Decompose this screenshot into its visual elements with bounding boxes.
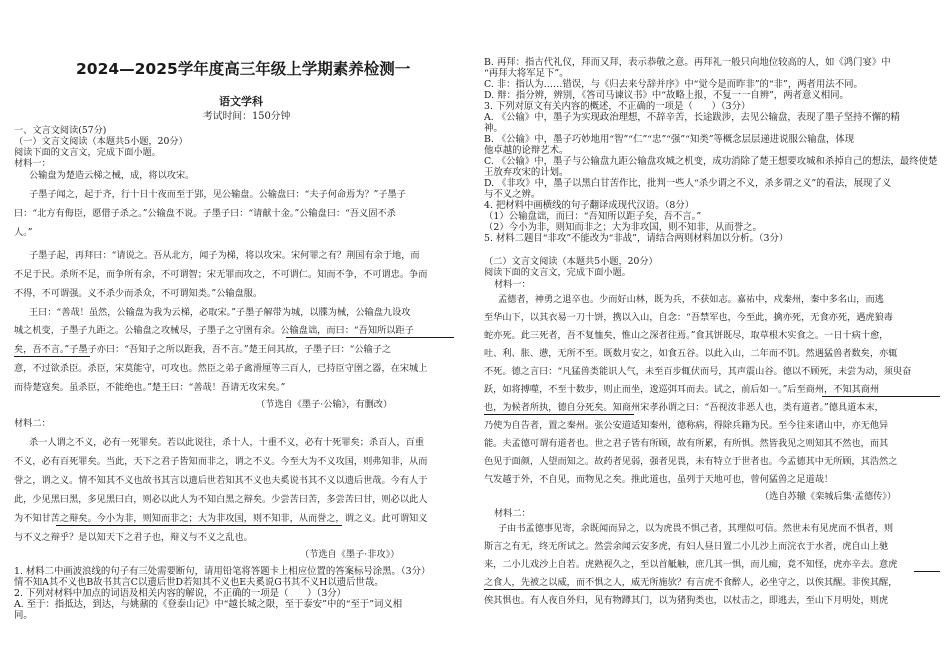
passage-line: 俟其惧也。有人夜自外归，见有物蹲其门，以为猪狗类也，以杖击之，即逃去，至山下月明处，则虎 [484, 595, 889, 606]
passage-line: 也，为候者所执，德自分死矣。知商州宋孝孙谓之曰：“吾视汝非恶人也，类有道者。”德具道本末， [484, 402, 884, 413]
question-3: 3. 下列对原文有关内容的概述，不正确的一项是（ ）（3分） [484, 101, 751, 112]
material-label: 材料二： [14, 418, 51, 429]
material-label: 材料二： [494, 508, 531, 519]
passage-line: 来，二小儿戏沙上自若。虎熟视久之，至以首觝触，庶几其一惧，而儿痴，竟不知怪，虎亦辛去。意虎 [484, 559, 898, 570]
passage-line: 公输盘为楚造云梯之械，成，将以攻宋。 [29, 170, 195, 181]
question-1-sentence: 情不知A其不义也B故书其言C以遗后世D若知其不义也E夫奚说G书其不义H以遗后世哉。 [14, 577, 384, 588]
section-heading: 一、文言文阅读(57分) [14, 125, 107, 136]
underline-right-2 [484, 414, 634, 415]
passage-line: 此，少见黑曰黑，多见黑曰白，则必以此人为不知白黑之辩矣。少尝苦曰苦，多尝苦曰甘，则必以此人 [14, 494, 428, 505]
passage-line: 意，不过欲杀臣。杀臣，宋莫能守，可攻也。然臣之弟子禽滑厘等三百人，已持臣守圉之器，在宋城上 [14, 363, 428, 374]
subsection-heading: （一）文言文阅读（本题共5小题，20分） [14, 136, 188, 147]
question-3-option-d: D. 《非攻》中，墨子以黑白甘苦作比，批判一些人“杀少谓之不义，杀多谓之义”的看法，展现了义 [484, 178, 892, 189]
question-4-part-2: （2）今小为非，则知而非之；大为非攻国，则不知非，从而誉之。 [484, 222, 762, 233]
page-title: 2024—2025学年度高三年级上学期素养检测一 [76, 60, 411, 78]
passage-line: 曰：“北方有侮臣，愿借子杀之。”公输盘不说。子墨子曰：“请献十金。”公输盘曰：“吾义固不杀 [14, 208, 396, 219]
passage-line: 吐、利、胀、懑，无所不至。既数月安之，如食五谷。以此入山，二年而不饥。然遇猛兽者数矣，亦辄 [484, 348, 898, 359]
passage-line: 人。” [14, 227, 33, 238]
question-3-option-b: B. 《公输》中，墨子巧妙地用“智”“仁”“忠”“强”“知类”等概念层层递进说服公输盘，体现 [484, 134, 855, 145]
question-3-option-a-cont: 神。 [484, 123, 503, 134]
passage-line: 与不义之辩乎？是以知天下之君子也，辩义与不义之乱也。 [14, 532, 253, 543]
underline-right-4 [484, 589, 718, 590]
passage-line: 子墨子闻之，起于齐，行十日十夜而至于郢，见公输盘。公输盘曰：“夫子何命焉为？”子墨子 [29, 189, 406, 200]
passage-line: 能。夫孟德可谓有道者也。世之君子皆有所顾，故有所累，有所惧。然皆我见之则知其不然也，而其 [484, 438, 889, 449]
passage-line: 色见于面颜，人望而知之。故药者见弱，强者见畏，未有特立于世者也。今孟德其中无所顾，其浩然之 [484, 456, 898, 467]
passage-line: 孟德者，神勇之退卒也。少而好山林，既为兵，不获如志。嘉祐中，戍秦州，秦中多名山，而逃 [498, 294, 884, 305]
exam-time: 考试时间：150分钟 [203, 111, 291, 122]
underline-left-1 [286, 337, 454, 338]
question-4: 4. 把材料中画横线的句子翻译成现代汉语。（8分） [484, 200, 695, 211]
passage-line: 而待楚寇矣。虽杀臣，不能绝也。”楚王曰：“善哉！吾请无攻宋矣。” [14, 382, 286, 393]
passage-line: 子墨子起，再拜曰：“请说之。吾从北方，闻子为梯，将以攻宋。宋何罪之有？荆国有余于地，而 [29, 250, 420, 261]
material-label: 材料一： [494, 279, 531, 290]
subject-heading: 语文学科 [219, 95, 263, 108]
question-2-option-d: D. 辩：指分辨，辨别，《答司马谏议书》中“故略上报，不复一一自辨”，两者意义相同。 [484, 90, 849, 101]
question-1: 1. 材料二中画波浪线的句子有三处需要断句，请用铅笔将答题卡上相应位置的答案标号涂黑。（3分） [14, 566, 431, 577]
question-3-option-b-cont: 他卓越的论辩艺术。 [484, 145, 569, 156]
passage-line: 不义，必有百死罪矣。当此，天下之君子皆知而非之，谓之不义。今至大为不义攻国，则弗知非，从而 [14, 456, 428, 467]
passage-line: 子由书孟德事见寄，余既闻而异之，以为虎畏不惧己者，其理似可信。然世未有见虎而不惧者，则 [498, 523, 894, 534]
source-citation: （节选自《墨子·非攻》） [300, 549, 400, 560]
question-3-option-a: A. 《公输》中，墨子为实现政治理想，不辞辛苦，长途跋涉，去见公输盘，表现了墨子坚持不懈的精 [484, 112, 900, 123]
source-citation: （节选自《墨子·公输》，有删改） [256, 399, 393, 410]
material-label: 材料一： [14, 158, 51, 169]
question-2-option-a-cont: 同。 [14, 610, 33, 621]
passage-line: 不足于民。杀所不足，而争所有余，不可谓智；宋无罪而攻之，不可谓仁。知而不争，不可谓忠。争而 [14, 269, 428, 280]
source-citation: （选自苏辙《栾城后集·孟德传》） [760, 491, 897, 502]
passage-line: 之食人，先被之以威，而不惧之人，威无所施欤？有言虎不食醉人，必坐守之，以俟其醒。非俟其醒， [484, 577, 898, 588]
passage-line: 矣，吾不言。”子墨子亦曰：“吾知子之所以距我，吾不言。”楚王问其故，子墨子曰：“公输子之 [14, 344, 392, 355]
underline-right-1 [822, 396, 940, 397]
passage-line: 为不知甘苦之辩矣。今小为非，则知而非之；大为非攻国，则不知非，从而誉之，谓之义。此可谓知义 [14, 513, 428, 524]
passage-line: 跃，如将搏噬，不至十数步，则止而坐，逡巡弭耳而去。试之，前后如一。”后至商州，不知其商州 [484, 384, 880, 395]
passage-line: 乃使为自告者，置之秦州。张公安道适知秦州，德称病，得除兵籍为民。至今往来诸山中，亦无他异 [484, 420, 889, 431]
passage-line: 蛇亦死。此三死者，吾不复恤矣，惟山之深者往焉。”食其饼既尽，取草根木实食之。一日十病十愈， [484, 330, 889, 341]
question-3-option-c-cont: 王放弃攻宋的计划。 [484, 167, 569, 178]
passage-line: 杀一人谓之不义，必有一死罪矣。若以此说往，杀十人，十重不义，必有十死罪矣；杀百人，百重 [29, 437, 425, 448]
subsection-heading: （二）文言文阅读（本题共5小题，20分） [484, 256, 658, 267]
underline-left-3 [56, 525, 342, 526]
underline-right-3 [914, 571, 940, 572]
instruction: 阅读下面的文言文，完成下面小题。 [484, 267, 631, 278]
question-2-option-b-cont: “再拜大将军足下”。 [484, 68, 569, 79]
question-4-part-1: （1）公输盘诎，而曰：“吾知所以距子矣，吾不言。” [484, 211, 702, 222]
passage-line: 斯言之有无，终无所试之。然尝余闻云安多虎，有妇人昼日置二小儿沙上而浣衣于水者，虎自山上驰 [484, 541, 889, 552]
passage-text: 城之机变，子墨子九距之。公输盘之攻械尽，子墨子之守圉有余。公输盘诎，而曰：“吾知所以距子 [14, 325, 414, 336]
passage-line [14, 325, 414, 336]
underline-left-2 [14, 356, 90, 357]
question-2-option-b: B. 再拜：指古代礼仪，拜而又拜，表示恭敬之意。再拜礼一般只向地位较高的人，如《鸿门宴》中 [484, 57, 891, 68]
passage-line: 誉之，谓之义。情不知其不义也故书其言以遗后世若知其不义也夫奚说书其不义以遗后世哉。今有人于 [14, 475, 428, 486]
question-2-option-a: A. 至于：指抵达，到达，与姚鼐的《登泰山记》中“越长城之限，至于泰安”中的“至于”词义相 [14, 599, 403, 610]
passage-line: 气发越于外，不自见，而物见之矣。推此道也，虽列于天地可也，曾何猛兽之足道哉！ [484, 474, 834, 485]
question-3-option-d-cont: 与不义之辨。 [484, 189, 541, 200]
passage-line: 至华山下，以其衣易一刀十饼，携以入山，自念：“吾禁军也，今至此，擒亦死，无食亦死，遇虎狼毒 [484, 312, 893, 323]
question-3-option-c: C. 《公输》中，墨子与公输盘九距公输盘攻城之机变，成功消除了楚王想要攻城和杀掉自己的想法，最终使楚 [484, 156, 938, 167]
question-2: 2. 下列对材料中加点的词语及相关内容的解说，不正确的一项是（ ）（3分） [14, 588, 346, 599]
question-2-option-c: C. 非：指认为……错误，与《归去来兮辞并序》中“觉今是而昨非”的“非”，两者用法不同。 [484, 79, 863, 90]
passage-line: 王曰：“善哉！虽然，公输盘为我为云梯，必取宋。”子墨子解带为城，以牒为械，公输盘九设攻 [29, 307, 411, 318]
passage-line: 不死。德之言曰：“凡猛兽类能识人气，未至百步辄伏而号，其声震山谷。德以不顾死，未尝为动，须臾奋 [484, 366, 912, 377]
instruction: 阅读下面的文言文，完成下面小题。 [14, 147, 161, 158]
passage-line: 不得，不可谓强。义不杀少而杀众，不可谓知类。”公输盘服。 [14, 288, 263, 299]
question-5: 5. 材料二题目“非攻”不能改为“非战”，请结合两则材料加以分析。（3分） [484, 233, 789, 244]
